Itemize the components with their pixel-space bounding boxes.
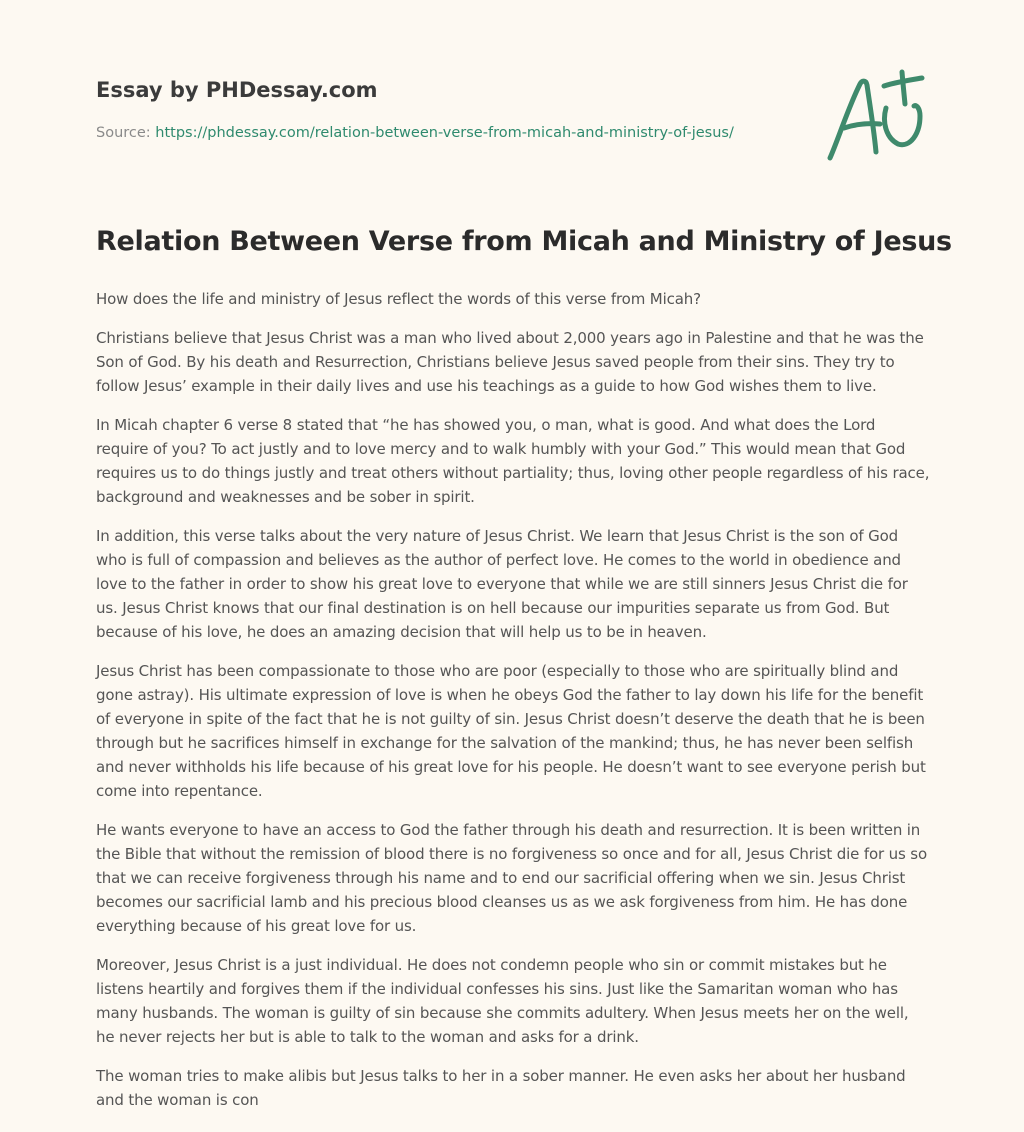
paragraph: How does the life and ministry of Jesus reflect the words of this verse from Micah? <box>96 290 701 308</box>
paragraph: The woman tries to make alibis but Jesus talks to her in a sober manner. He even asks her about her husband and the woman is con <box>96 1067 906 1109</box>
essay-body <box>96 287 930 1127</box>
source-line <box>96 125 734 141</box>
source-label: Source: <box>96 125 156 141</box>
essay-page <box>96 0 952 1109</box>
source-link[interactable]: https://phdessay.com/relation-between-verse-from-micah-and-ministry-of-jesus/ <box>155 125 734 141</box>
paragraph: In Micah chapter 6 verse 8 stated that “he has showed you, o man, what is good. And what does the Lord require of you? To act justly and to love mercy and to walk humbly with your God.” This would mean that God requires us to do things justly and treat others without partiality; thus, loving other people regardless of his race, background and weaknesses and be sober in spirit. <box>96 416 930 506</box>
essay-header <box>96 0 928 180</box>
paragraph: Moreover, Jesus Christ is a just individual. He does not condemn people who sin or commit mistakes but he listens heartily and forgives them if the individual confesses his sins. Just like the Samaritan woman who has many husbands. The woman is guilty of sin because she commits adultery. When Jesus meets her on the well, he never rejects her but is able to talk to the woman and asks for a drink. <box>96 956 909 1046</box>
paragraph: He wants everyone to have an access to God the father through his death and resurrection. It is been written in the Bible that without the remission of blood there is no forgiveness so once and for all, Jesus Christ die for us so that we can receive forgiveness through his name and to end our sacrificial offering when we sin. Jesus Christ becomes our sacrificial lamb and his precious blood cleanses us as we ask forgiveness from him. He has done everything because of his great love for us. <box>96 821 927 935</box>
paragraph: Jesus Christ has been compassionate to those who are poor (especially to those who are spiritually blind and gone astray). His ultimate expression of love is when he obeys God the father to lay down his life for the benefit of everyone in spite of the fact that he is not guilty of sin. Jesus Christ doesn’t deserve the death that he is been through but he sacrifices himself in exchange for the salvation of the mankind; thus, he has never been selfish and never withholds his life because of his great love for his people. He doesn’t want to see everyone perish but come into repentance. <box>96 662 926 800</box>
a-plus-logo-icon <box>824 68 928 164</box>
paragraph: In addition, this verse talks about the very nature of Jesus Christ. We learn that Jesus Christ is the son of God who is full of compassion and believes as the author of perfect love. He comes to the world in obedience and love to the father in order to show his great love to everyone that while we are still sinners Jesus Christ die for us. Jesus Christ knows that our final destination is on hell because our impurities separate us from God. But because of his love, he does an amazing decision that will help us to be in heaven. <box>96 527 908 641</box>
essay-title: Relation Between Verse from Micah and Ministry of Jesus <box>96 226 952 257</box>
paragraph: Christians believe that Jesus Christ was a man who lived about 2,000 years ago in Palestine and that he was the Son of God. By his death and Resurrection, Christians believe Jesus saved people from their sins. They try to follow Jesus’ example in their daily lives and use his teachings as a guide to how God wishes them to live. <box>96 329 924 395</box>
brand-title: Essay by PHDessay.com <box>96 78 378 102</box>
